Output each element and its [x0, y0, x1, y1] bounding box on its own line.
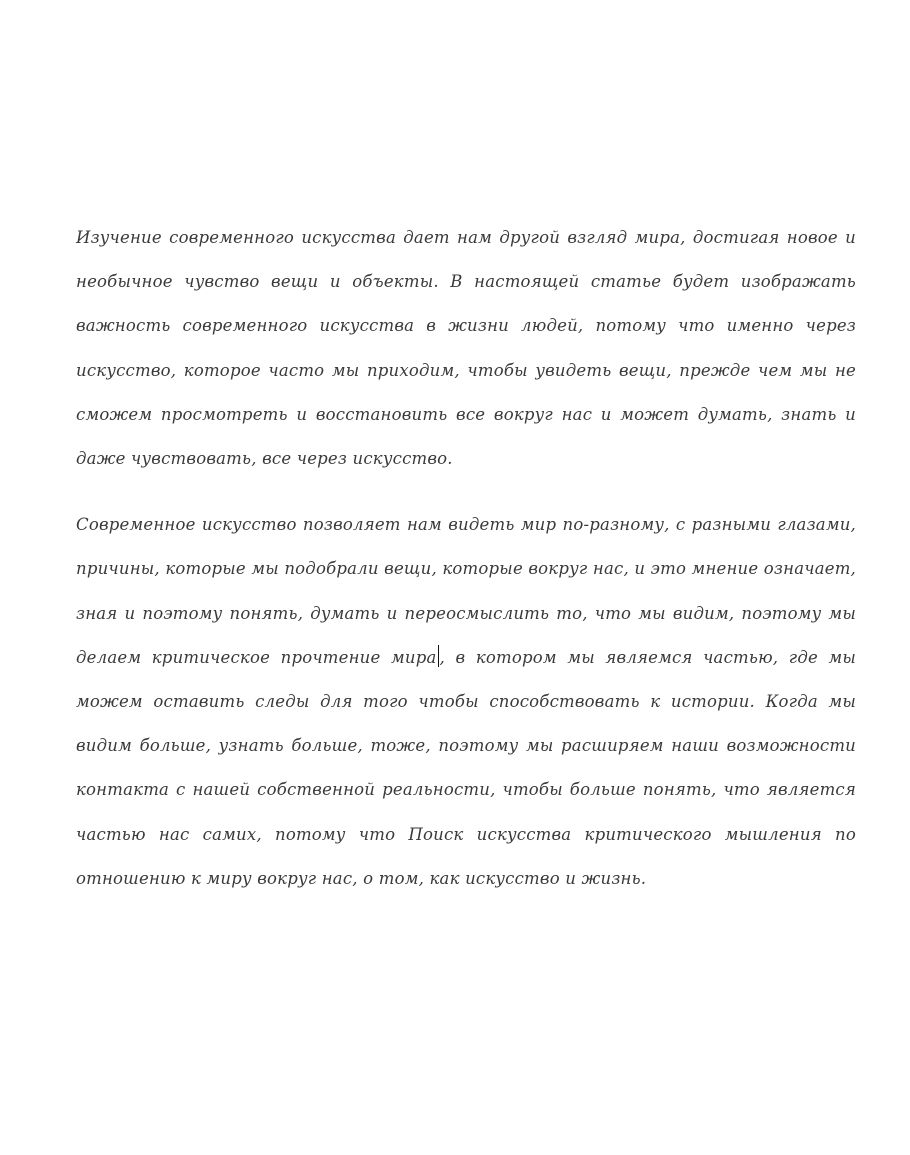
paragraph-2: [76, 503, 856, 901]
document-body[interactable]: [76, 216, 856, 901]
paragraph-2-text-after-cursor: , в котором мы являемся частью, где мы можем оставить следы для того чтобы способствовать к истории. Когда мы видим больше, узнать больше, тоже, поэтому мы расширяем наши возможности контакта с нашей собственной реальности, чтобы больше понять, что является частью нас самих, потому что Поиск искусства критического мышления по отношению к миру вокруг нас, о том, как искусство и жизнь.: [76, 647, 856, 888]
paragraph-1: [76, 216, 856, 481]
text-cursor: [438, 645, 439, 667]
paragraph-2-text-before-cursor: Современное искусство позволяет нам видеть мир по-разному, с разными глазами, причины, которые мы подобрали вещи, которые вокруг нас, и это мнение означает, зная и поэтому понять, думать и переосмыслить то, что мы видим, поэтому мы делаем критическое прочтение мира: [76, 515, 856, 667]
paragraph-1-text: Изучение современного искусства дает нам другой взгляд мира, достигая новое и необычное чувство вещи и объекты. В настоящей статье будет изображать важность современного искусства в жизни людей, потому что именно через искусство, которое часто мы приходим, чтобы увидеть вещи, прежде чем мы не сможем просмотреть и восстановить все вокруг нас и может думать, знать и даже чувствовать, все через искусство.: [76, 228, 856, 469]
